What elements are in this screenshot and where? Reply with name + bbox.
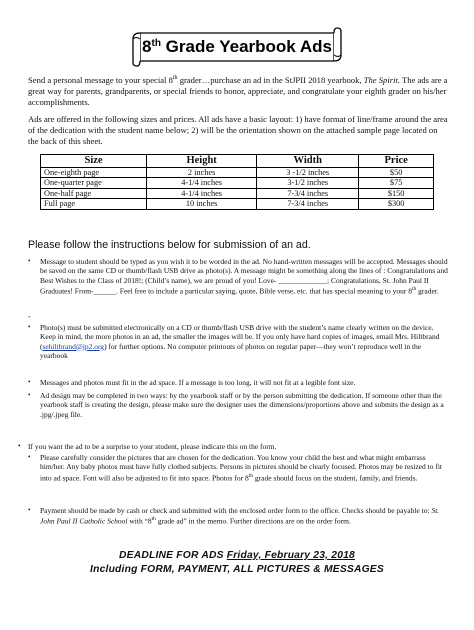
table-cell: One-quarter page	[41, 178, 147, 188]
bullet-icon: •	[28, 391, 31, 399]
deadline-line: DEADLINE FOR ADS Friday, February 23, 2018	[119, 550, 355, 561]
bullet-icon: •	[18, 442, 21, 450]
ad-sizes-table	[40, 154, 434, 210]
column-header: Height	[147, 155, 257, 168]
table-cell: 7-3/4 inches	[257, 188, 359, 198]
list-item: • Photo(s) must be submitted electronically on a CD or thumb/flash USB drive with the student’s name clearly written on the device. Keep in mind, the more photos in an ad, the smaller the images will be. If you only have hard copies of images, email Mrs. Hiltbrand (sehiltbrand@jp2.org) for further options. No computer printouts of photos on regular paper—they won’t reproduce well in the yearbook	[28, 323, 440, 360]
offer-paragraph: Ads are offered in the following sizes and prices. All ads have a basic layout: 1) have format of line/frame around the area of the dedication with the student name below; 2) will be the orientation shown on the attached sample page located on the back of this sheet.	[28, 114, 448, 147]
list-item: • Please carefully consider the pictures that are chosen for the dedication. You know your child the best and what might embarrass him/her. Any baby photos must have fully clothed subjects. Persons in pictures should be clearly focused. Photos may be resized to fit into ad space. Font will also be adjusted to fit into space. Photos for 8th grade should focus on the student, family, and friends.	[28, 453, 443, 483]
list-item: • Message to student should be typed as you wish it to be worded in the ad. No hand-written messages will be accepted. Messages should be saved on the same CD or thumb/flash USB drive as photo(s). A message might be something along the lines of : Congratulations and Best Wishes to the Class of 2018!; (Child’s name), we are proud of you! Love- _____________; Congratulations, St. John Paul II Graduates! From-______. Feel free to include a particular saying, quote, Bible verse, etc. that has special meaning to your 8th grader.	[28, 257, 448, 296]
bullet-icon: •	[28, 257, 31, 265]
title-banner	[130, 27, 344, 67]
list-item: • Payment should be made by cash or check and submitted with the enclosed order form to the office. Checks should be payable to: St. John Paul II Catholic School with “8th grade ad” in the memo. Further directions are on the order form.	[28, 506, 440, 526]
list-item: • Ad design may be completed in two ways: by the yearbook staff or by the person submitting the dedication. If someone other than the yearbook staff is creating the design, please make sure the designer uses the dimensions/proportions above and submits the design as a .jpg/.jpeg file.	[28, 391, 444, 419]
separator-mark: -	[28, 312, 31, 321]
column-header: Size	[41, 155, 147, 168]
column-header: Width	[257, 155, 359, 168]
deadline-requirements: Including FORM, PAYMENT, ALL PICTURES & MESSAGES	[90, 564, 384, 575]
bullet-icon: •	[28, 453, 31, 461]
list-item: • Messages and photos must fit in the ad space. If a message is too long, it will not fit at a legible font size.	[28, 378, 356, 387]
table-cell: $50	[359, 168, 434, 178]
table-row	[41, 168, 434, 178]
list-item: • If you want the ad to be a surprise to your student, please indicate this on the form.	[18, 442, 277, 451]
column-header: Price	[359, 155, 434, 168]
table-cell: 4-1/4 inches	[147, 178, 257, 188]
table-cell: 10 inches	[147, 199, 257, 209]
email-link[interactable]: sehiltbrand@jp2.org	[42, 341, 105, 351]
table-row	[41, 188, 434, 198]
table-cell: One-half page	[41, 188, 147, 198]
table-row	[41, 178, 434, 188]
table-header-row	[41, 155, 434, 168]
bullet-icon: •	[28, 378, 31, 386]
table-cell: Full page	[41, 199, 147, 209]
table-cell: $150	[359, 188, 434, 198]
table-cell: 2 inches	[147, 168, 257, 178]
table-cell: 4-1/4 inches	[147, 188, 257, 198]
instructions-heading: Please follow the instructions below for submission of an ad.	[28, 239, 311, 251]
table-cell: 3 -1/2 inches	[257, 168, 359, 178]
table-cell: $300	[359, 199, 434, 209]
table-cell: 7-3/4 inches	[257, 199, 359, 209]
table-cell: One-eighth page	[41, 168, 147, 178]
page-title: 8th Grade Yearbook Ads	[142, 37, 332, 56]
table-row	[41, 199, 434, 209]
intro-paragraph: Send a personal message to your special 8th grader…purchase an ad in the StJPII 2018 yearbook, The Spirit. The ads are a great way for parents, grandparents, or special friends to honor, appreciate, and congratulate your eighth grader on his/her accomplishments.	[28, 74, 448, 108]
bullet-icon: •	[28, 323, 31, 331]
bullet-icon: •	[28, 506, 31, 514]
table-cell: $75	[359, 178, 434, 188]
table-cell: 3-1/2 inches	[257, 178, 359, 188]
